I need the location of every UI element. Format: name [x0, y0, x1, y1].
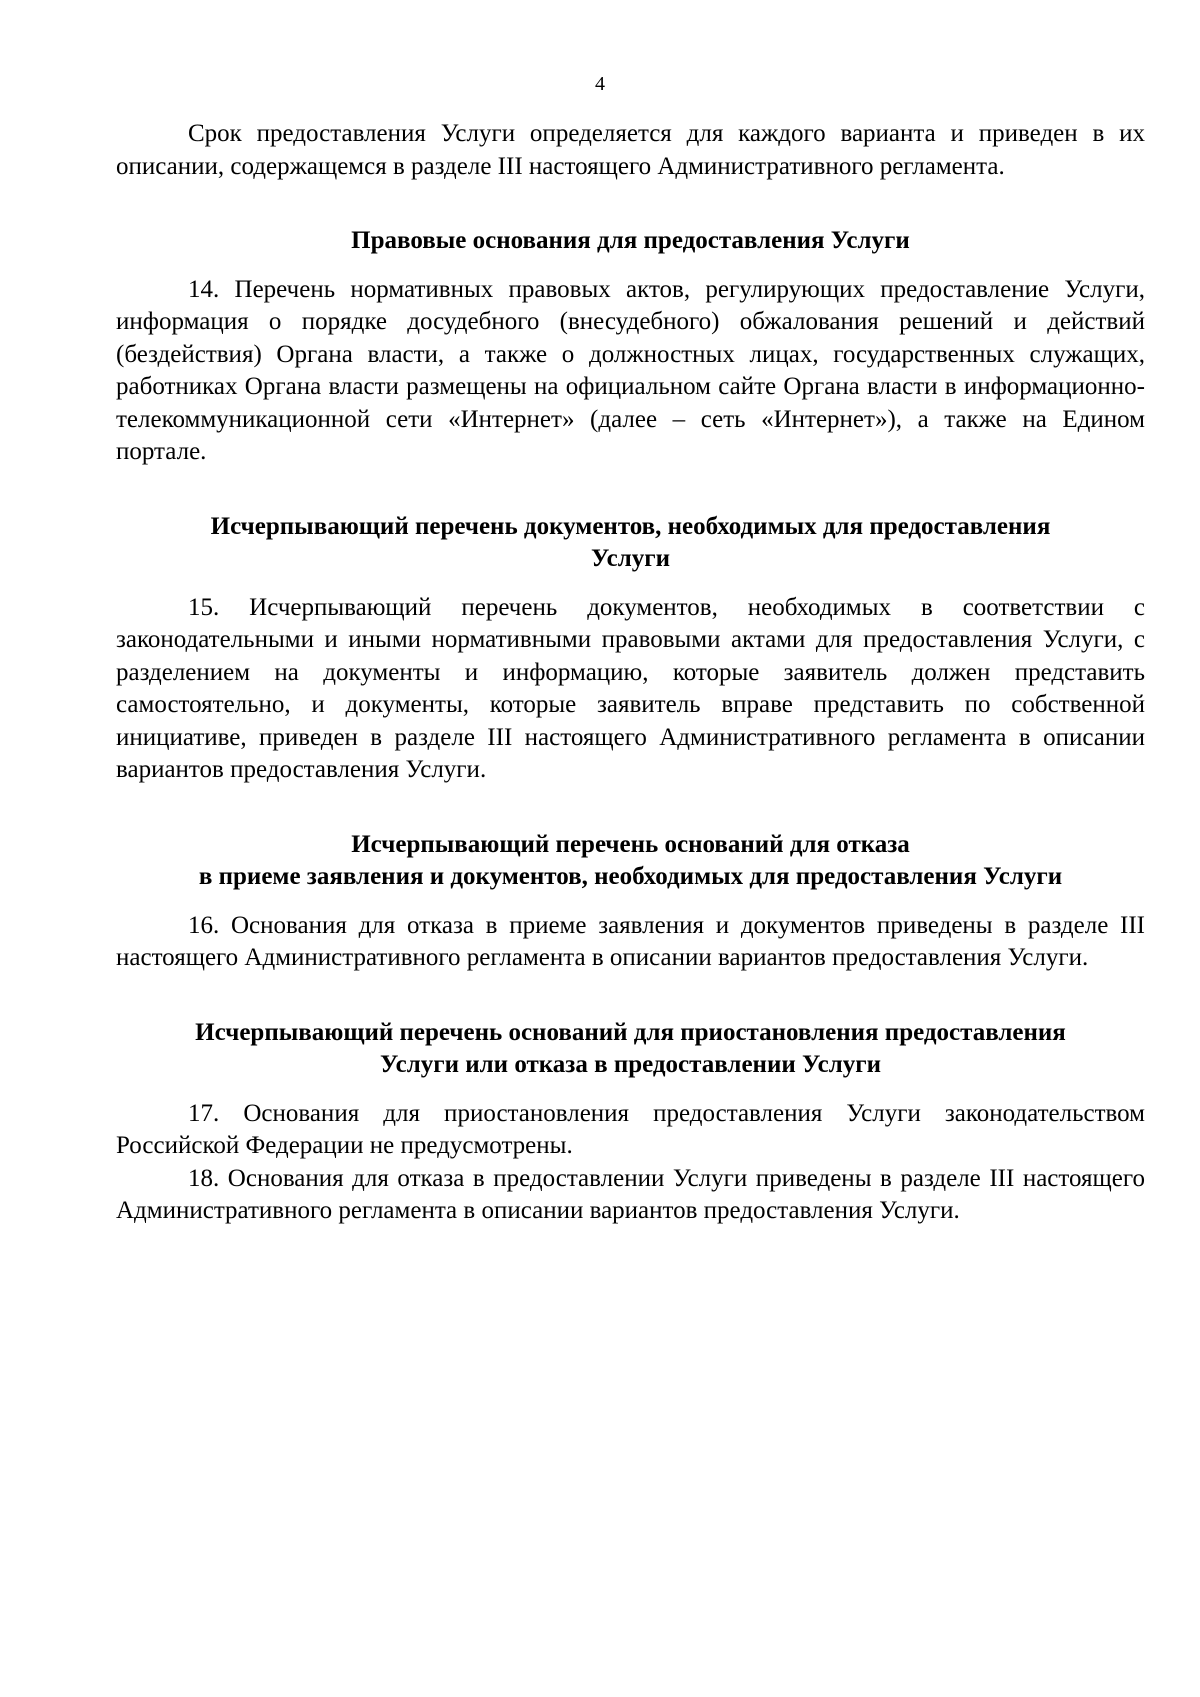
paragraph-14: 14. Перечень нормативных правовых актов, регулирующих предоставление Услуги, информация о порядке досудебного (внесудебного) обжалования решений и действий (бездействия) Органа власти, а также о должностных лицах, государственных служащих, работниках Органа власти размещены на официальном сайте Органа власти в информационно-телекоммуникационной сети «Интернет» (далее – сеть «Интернет»), а также на Едином портале.: [116, 275, 1145, 465]
paragraph-15: 15. Исчерпывающий перечень документов, необходимых в соответствии с законодательными и иными нормативными правовыми актами для предоставления Услуги, с разделением на документы и информацию, которые заявитель должен представить самостоятельно, и документы, которые заявитель вправе представить по собственной инициативе, приведен в разделе III настоящего Административного регламента в описании вариантов предоставления Услуги.: [116, 593, 1145, 783]
section-heading-suspension-refusal: [116, 1017, 1145, 1082]
section-heading-refusal-acceptance: [116, 829, 1145, 894]
intro-paragraph: Срок предоставления Услуги определяется для каждого варианта и приведен в их описании, содержащемся в разделе III настоящего Административного регламента.: [116, 120, 1145, 180]
paragraph-18: 18. Основания для отказа в предоставлении Услуги приведены в разделе III настоящего Административного регламента в описании вариантов предоставления Услуги.: [116, 1164, 1145, 1224]
heading-line: Услуги или отказа в предоставлении Услуги: [379, 1051, 882, 1078]
heading-line: Исчерпывающий перечень оснований для приостановления предоставления: [195, 1018, 1066, 1046]
paragraph-16: 16. Основания для отказа в приеме заявления и документов приведены в разделе III настоящего Административного регламента в описании вариантов предоставления Услуги.: [116, 911, 1145, 971]
section-heading-legal-grounds: [116, 225, 1145, 258]
document-body: [116, 118, 1145, 1228]
section-heading-documents-list: [116, 511, 1145, 576]
heading-line: Исчерпывающий перечень оснований для отказа: [351, 830, 910, 858]
heading-line: в приеме заявления и документов, необходимых для предоставления Услуги: [198, 863, 1063, 890]
paragraph-17: 17. Основания для приостановления предоставления Услуги законодательством Российской Федерации не предусмотрены.: [116, 1099, 1145, 1159]
heading-line: Исчерпывающий перечень документов, необходимых для предоставления: [210, 512, 1051, 540]
heading-line: Услуги: [590, 545, 671, 572]
page-number: 4: [595, 73, 605, 95]
heading-line: Правовые основания для предоставления Услуги: [351, 227, 910, 254]
